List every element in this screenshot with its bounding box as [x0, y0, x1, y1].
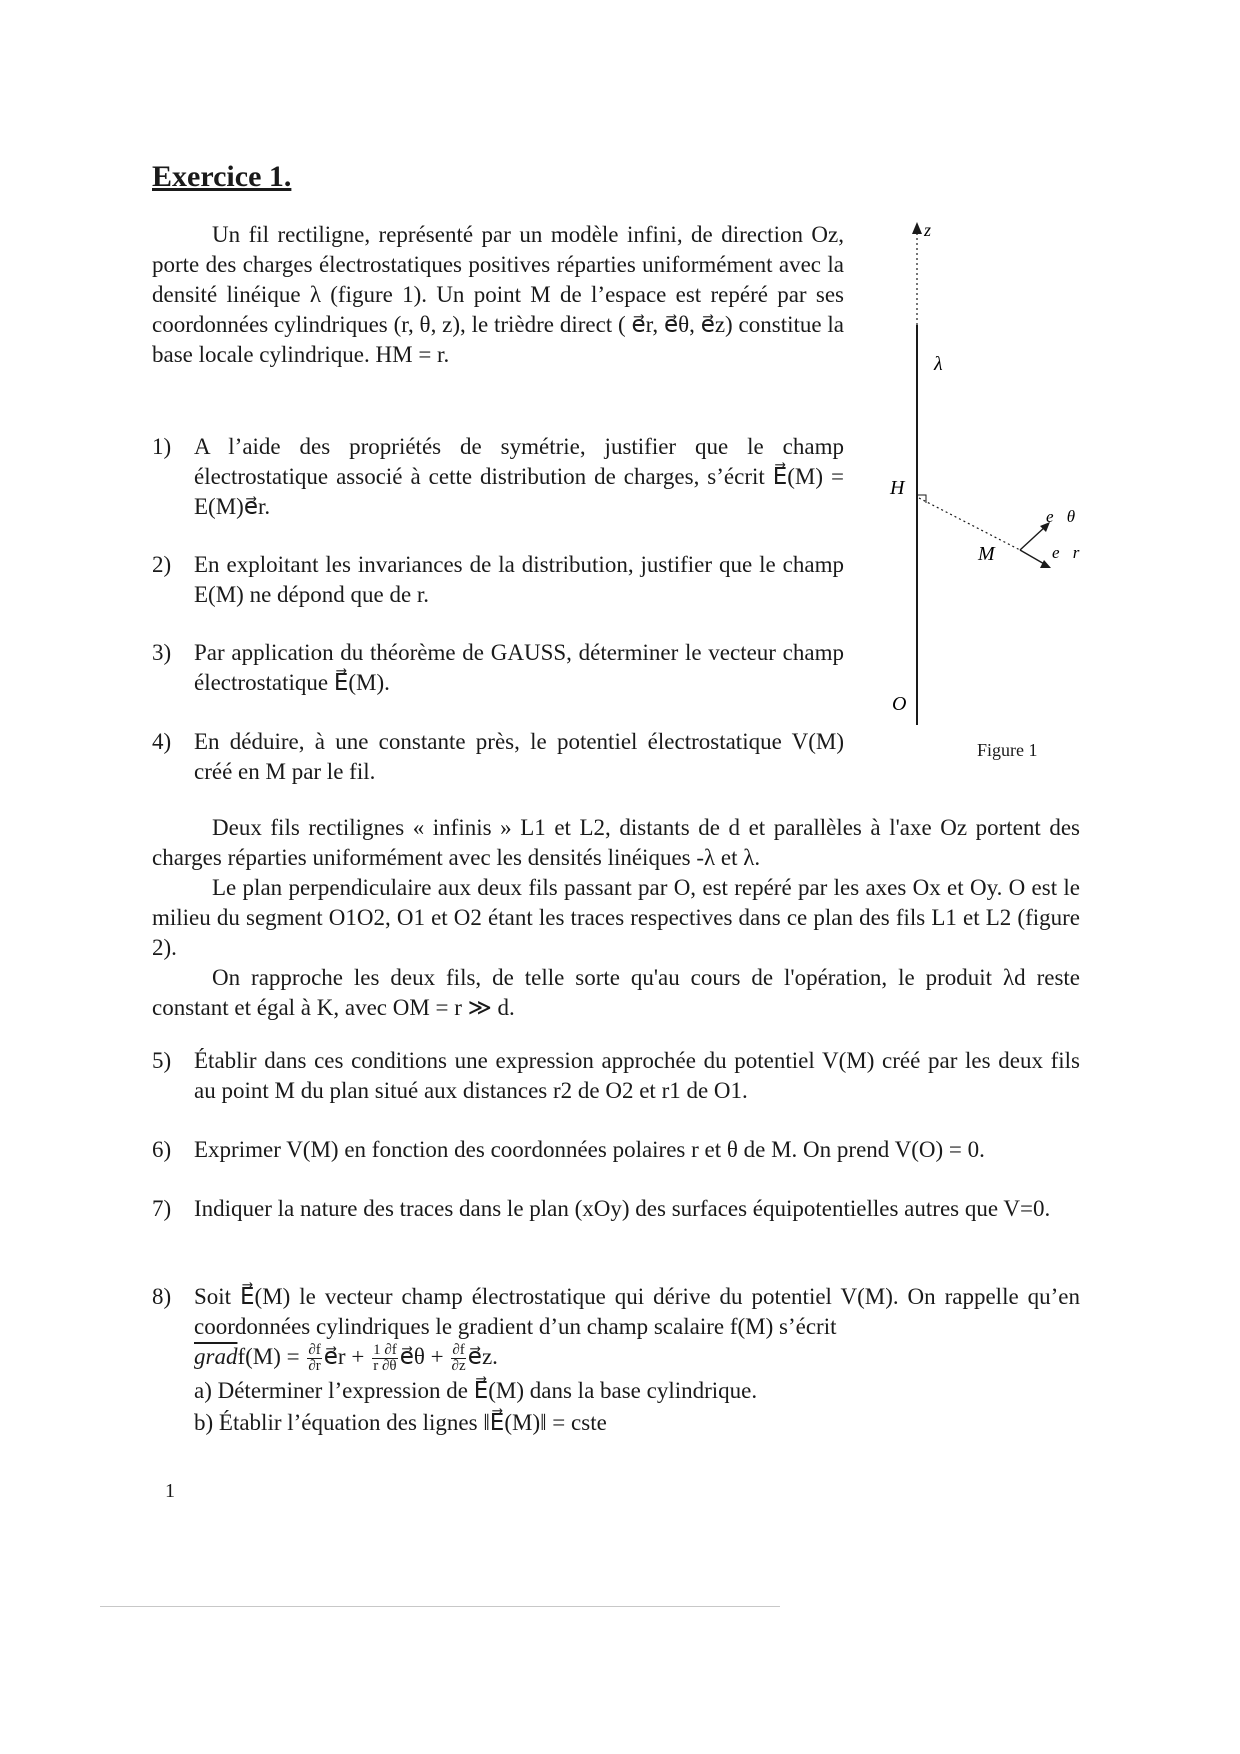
- numerator: ∂f: [452, 1342, 465, 1359]
- er-vector-line: [1020, 550, 1046, 565]
- part2-paragraph-3: [152, 963, 1080, 1023]
- question-number: 3): [152, 640, 172, 665]
- hm-dotted-line: [919, 498, 1020, 550]
- question-number: 8): [152, 1284, 172, 1309]
- figure-caption: Figure 1: [977, 740, 1038, 760]
- label-e-r: e⃗r: [1052, 543, 1080, 562]
- intro-text: Un fil rectiligne, représenté par un modèle infini, de direction Oz, porte des charges électrostatiques positives réparties uniformément avec la densité linéique λ (figure 1). Un point M de l’espace est repéré par ses coordonnées cylindriques (r, θ, z), le trièdre direct ( e⃗r, e⃗θ, e⃗z) constitue la base locale cylindrique. HM = r.: [152, 222, 844, 367]
- question-text: Établir dans ces conditions une expression approchée du potentiel V(M) créé par les deux fils au point M du plan situé aux distances r2 de O2 et r1 de O1.: [194, 1048, 1080, 1103]
- label-lambda: λ: [934, 353, 943, 375]
- question-text: Par application du théorème de GAUSS, déterminer le vecteur champ électrostatique E⃗(M).: [194, 640, 844, 695]
- paragraph-text: On rapproche les deux fils, de telle sorte qu'au cours de l'opération, le produit λd reste constant et égal à K, avec OM = r ≫ d.: [152, 965, 1080, 1020]
- intro-paragraph: [152, 220, 844, 370]
- question-5: [152, 1046, 1080, 1106]
- fraction-df-dtheta: [372, 1343, 398, 1374]
- denominator: r ∂θ: [373, 1358, 397, 1375]
- question-1: [152, 432, 844, 522]
- numerator: ∂f: [308, 1342, 321, 1359]
- question-2: [152, 550, 844, 610]
- exercise-title: Exercice 1.: [152, 160, 292, 193]
- subquestion-a: a) Déterminer l’expression de E⃗(M) dans la base cylindrique.: [194, 1378, 758, 1404]
- label-z: z: [924, 220, 932, 240]
- question-number: 2): [152, 552, 172, 577]
- question-8: [152, 1282, 1080, 1438]
- figure-1-diagram: [860, 220, 1090, 740]
- question-6: [152, 1135, 1080, 1165]
- part2-paragraph-1: [152, 813, 1080, 873]
- question-number: 4): [152, 729, 172, 754]
- subquestion-b: b) Établir l’équation des lignes ‖E⃗(M)‖ = cste: [194, 1410, 607, 1436]
- question-number: 5): [152, 1048, 172, 1073]
- question-3: [152, 638, 844, 698]
- question-body: [194, 1282, 1080, 1438]
- er-arrowhead: [1040, 560, 1051, 568]
- question-text: Indiquer la nature des traces dans le plan (xOy) des surfaces équipotentielles autres que V=0.: [194, 1196, 1051, 1221]
- paragraph-text: Deux fils rectilignes « infinis » L1 et L2, distants de d et parallèles à l'axe Oz portent des charges réparties uniformément avec les densités linéiques -λ et λ.: [152, 815, 1080, 870]
- term-ez: e⃗z.: [467, 1344, 498, 1369]
- question-text: Exprimer V(M) en fonction des coordonnées polaires r et θ de M. On prend V(O) = 0.: [194, 1137, 985, 1162]
- gradient-formula: [194, 1342, 1080, 1374]
- fraction-df-dr: [307, 1343, 321, 1374]
- paragraph-text: Le plan perpendiculaire aux deux fils passant par O, est repéré par les axes Ox et Oy. O est le milieu du segment O1O2, O1 et O2 étant les traces respectives dans ce plan des fils L1 et L2 (figure 2).: [152, 875, 1080, 960]
- page-number: 1: [165, 1480, 175, 1502]
- term-etheta: e⃗θ +: [399, 1344, 444, 1369]
- z-axis-arrowhead: [912, 222, 922, 234]
- term-er: e⃗r +: [323, 1344, 365, 1369]
- question-7: [152, 1194, 1080, 1224]
- fraction-df-dz: [451, 1343, 465, 1374]
- etheta-vector-line: [1020, 526, 1046, 550]
- question-4: [152, 727, 844, 787]
- question-number: 7): [152, 1196, 172, 1221]
- right-angle-marker: [917, 495, 926, 503]
- part-2-text: [152, 813, 1080, 1023]
- part2-paragraph-2: [152, 873, 1080, 963]
- question-number: 6): [152, 1137, 172, 1162]
- numerator: 1 ∂f: [373, 1342, 397, 1359]
- question-text: Soit E⃗(M) le vecteur champ électrostatique qui dérive du potentiel V(M). On rappelle qu’en coordonnées cylindriques le gradient d’un champ scalaire f(M) s’écrit: [194, 1284, 1080, 1339]
- formula-lhs: f(M) =: [237, 1344, 300, 1369]
- question-text: A l’aide des propriétés de symétrie, justifier que le champ électrostatique associé à cette distribution de charges, s’écrit E⃗(M) = E(M)e⃗r.: [194, 434, 844, 519]
- label-H: H: [890, 477, 905, 499]
- label-M: M: [978, 543, 995, 565]
- denominator: ∂r: [308, 1358, 321, 1375]
- grad-operator: grad: [194, 1344, 238, 1369]
- label-e-theta: e⃗θ: [1046, 507, 1076, 526]
- question-text: En exploitant les invariances de la distribution, justifier que le champ E(M) ne dépond que de r.: [194, 552, 844, 607]
- denominator: ∂z: [451, 1358, 466, 1375]
- label-O: O: [892, 693, 907, 715]
- question-number: 1): [152, 434, 172, 459]
- question-text: En déduire, à une constante près, le potentiel électrostatique V(M) créé en M par le fil.: [194, 729, 844, 784]
- scan-artifact-line: [640, 1606, 780, 1607]
